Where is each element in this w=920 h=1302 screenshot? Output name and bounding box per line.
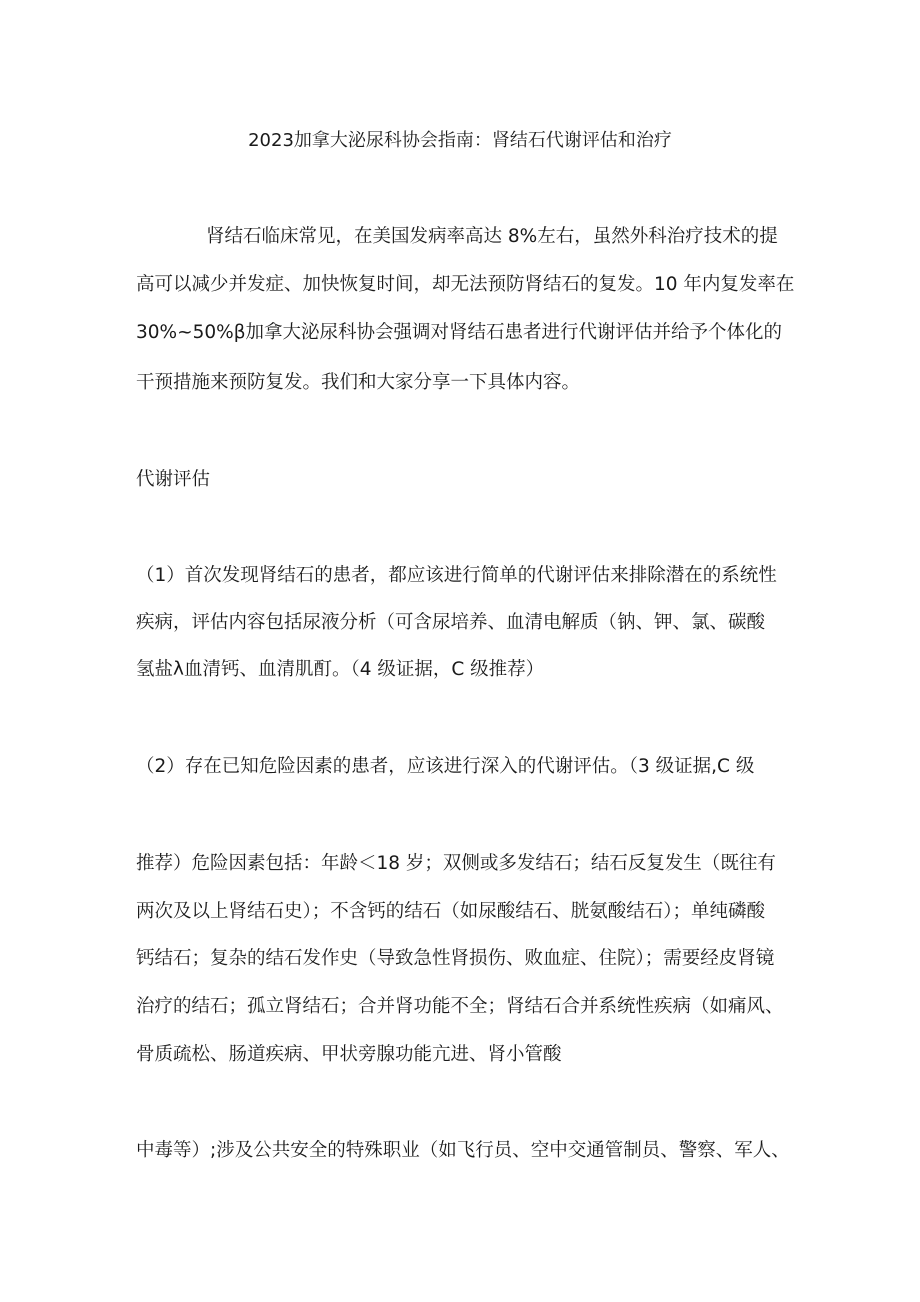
intro-line-3: 30%~50%β加拿大泌尿科协会强调对肾结石患者进行代谢评估并给予个体化的 — [136, 322, 783, 343]
intro-line-2: 高可以减少并发症、加快恢复时间，却无法预防肾结石的复发。10 年内复发率在 — [136, 274, 795, 295]
item2-cont-line-1: 推荐）危险因素包括：年龄＜18 岁；双侧或多发结石；结石反复发生（既往有 — [136, 853, 776, 874]
item2-cont-line-4: 治疗的结石；孤立肾结石；合并肾功能不全；肾结石合并系统性疾病（如痛风、 — [136, 996, 784, 1017]
document-title: 2023加拿大泌尿科协会指南：肾结石代谢评估和治疗 — [248, 130, 672, 151]
item1-line-3: 氢盐λ血清钙、血清肌酊。（4 级证据，C 级推荐） — [136, 659, 545, 680]
section-heading: 代谢评估 — [136, 469, 211, 490]
item1-line-1: （1）首次发现肾结石的患者，都应该进行简单的代谢评估来排除潜在的系统性 — [136, 565, 777, 586]
intro-line-4: 干预措施来预防复发。我们和大家分享一下具体内容。 — [136, 372, 581, 393]
item2-tail-line: 中毒等）;涉及公共安全的特殊职业（如飞行员、空中交通管制员、警察、军人、 — [136, 1140, 790, 1161]
item2-cont-line-3: 钙结石；复杂的结石发作史（导致急性肾损伤、败血症、住院）；需要经皮肾镜 — [136, 948, 775, 969]
item2-cont-line-2: 两次及以上肾结石史）；不含钙的结石（如尿酸结石、胱氨酸结石）；单纯磷酸 — [136, 901, 766, 922]
intro-line-1: 肾结石临床常见，在美国发病率高达 8%左右，虽然外科治疗技术的提 — [206, 226, 778, 247]
item2-line-1: （2）存在已知危险因素的患者，应该进行深入的代谢评估。（3 级证据,C 级 — [136, 756, 755, 777]
item1-line-2: 疾病，评估内容包括尿液分析（可含尿培养、血清电解质（钠、钾、氯、碳酸 — [136, 612, 766, 633]
item2-cont-line-5: 骨质疏松、肠道疾病、甲状旁腺功能亢进、肾小管酸 — [136, 1044, 562, 1065]
